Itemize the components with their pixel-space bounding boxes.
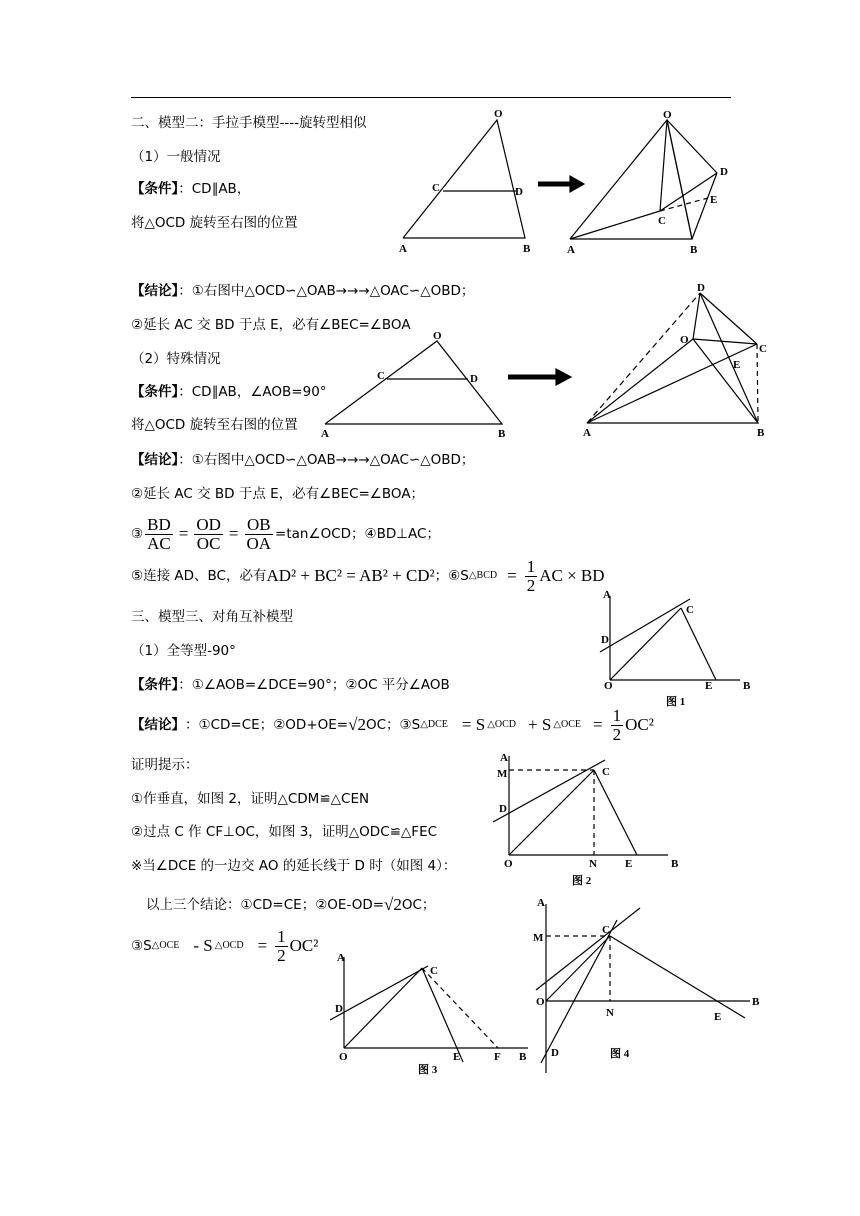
conclusion-label: 【结论】: [131, 452, 179, 468]
case1-conclusion2: ②延长 AC 交 BD 于点 E，必有∠BEC=∠BOA: [131, 317, 411, 333]
denominator: OC: [196, 533, 221, 553]
label-o: O: [504, 858, 513, 870]
label-c: C: [602, 924, 610, 936]
numerator: OD: [196, 514, 221, 534]
label-o: O: [604, 680, 613, 692]
minus-s: - S: [193, 936, 213, 955]
condition-text: ：CD∥AB，∠AOB=90°: [178, 384, 327, 400]
label-b: B: [743, 680, 751, 692]
condition-text: ：①∠AOB=∠DCE=90°；②OC 平分∠AOB: [178, 677, 450, 693]
conclusion-text: ：①右图中△OCD∽△OAB→→→△OAC∽△OBD；: [178, 283, 475, 299]
sub-ocd: △OCD: [214, 940, 244, 951]
item-marker: ③: [131, 526, 144, 542]
section3-case1-title: （1）全等型-90°: [131, 643, 236, 659]
label-o: O: [339, 1051, 348, 1063]
sqrt-two: √2: [384, 895, 402, 914]
figure-3: [330, 952, 528, 1076]
eq6-tail: AC × BD: [539, 566, 605, 585]
label-e: E: [625, 858, 633, 870]
label-c: C: [759, 343, 767, 355]
label-a: A: [567, 244, 575, 256]
label-d: D: [720, 166, 728, 178]
label-a: A: [500, 752, 508, 764]
oc-squared: OC²: [289, 936, 319, 955]
conclusion-label: 【结论】: [131, 717, 185, 733]
fig-case2-rotated: [583, 282, 767, 439]
sub-dce: △DCE: [420, 719, 448, 730]
label-c: C: [377, 370, 385, 382]
condition-label: 【条件】: [131, 384, 179, 400]
conclusion-a: ：①CD=CE；②OD+OE=: [185, 717, 349, 733]
numerator: 1: [526, 556, 536, 576]
sub-oce: △OCE: [553, 719, 581, 730]
label-c: C: [432, 182, 440, 194]
proof-title: 证明提示：: [131, 757, 199, 773]
label-c: C: [658, 215, 666, 227]
conclusion-label: 【结论】: [131, 283, 179, 299]
equals-s: = S: [461, 715, 486, 734]
figure-2: [493, 752, 679, 887]
label-e: E: [705, 680, 713, 692]
label-o: O: [494, 108, 503, 120]
label-f: F: [494, 1051, 501, 1063]
label-b: B: [757, 427, 765, 439]
numerator: BD: [147, 514, 171, 534]
condition-text: ：CD∥AB，: [178, 181, 251, 197]
plus-s: + S: [528, 715, 552, 734]
caption-fig1: 图 1: [666, 696, 686, 708]
label-o: O: [536, 996, 545, 1008]
label-o: O: [433, 330, 442, 342]
case1-title: （1）一般情况: [131, 149, 221, 165]
label-d: D: [515, 186, 523, 198]
label-d: D: [697, 282, 705, 294]
caption-fig4: 图 4: [610, 1048, 630, 1060]
label-c: C: [430, 965, 438, 977]
eq6-sub: △BCD: [468, 570, 498, 581]
label-n: N: [589, 858, 597, 870]
label-m: M: [533, 932, 544, 944]
denominator: 2: [612, 724, 622, 744]
fig-case2-original: [321, 330, 506, 440]
eq5-prefix: ⑤连接 AD、BC，必有: [131, 568, 267, 584]
case2-title: （2）特殊情况: [131, 351, 221, 367]
denominator: OA: [246, 533, 272, 553]
numerator: 1: [612, 705, 622, 725]
oc-squared: OC²: [625, 715, 654, 734]
eq5-formula: AD² + BC² = AB² + CD²: [266, 566, 435, 585]
denominator: AC: [147, 533, 171, 553]
label-e: E: [714, 1011, 722, 1023]
denominator: 2: [526, 575, 536, 595]
label-c: C: [686, 604, 694, 616]
label-a: A: [399, 243, 407, 255]
final-s: ③S: [131, 938, 152, 954]
label-o: O: [680, 334, 689, 346]
label-m: M: [497, 768, 508, 780]
arrow-right-icon: [508, 369, 571, 385]
proof-step1: ①作垂直，如图 2，证明△CDM≌△CEN: [131, 791, 370, 807]
label-o: O: [663, 109, 672, 121]
fig-case1-rotated: [567, 109, 728, 256]
label-d: D: [470, 373, 478, 385]
label-b: B: [498, 428, 506, 440]
figure-1: [600, 589, 751, 708]
figure-4: [533, 897, 760, 1073]
label-e: E: [733, 359, 741, 371]
label-b: B: [690, 244, 698, 256]
denominator: 2: [277, 945, 286, 965]
numerator: OB: [246, 514, 271, 534]
label-e: E: [453, 1051, 461, 1063]
proof4-b: OC；: [401, 897, 436, 913]
label-b: B: [752, 996, 760, 1008]
ratio-suffix: =tan∠OCD；④BD⊥AC；: [275, 526, 440, 542]
arrow-right-icon: [538, 176, 584, 192]
equals: =: [257, 936, 268, 955]
conclusion-text: ：①右图中△OCD∽△OAB→→→△OAC∽△OBD；: [178, 452, 475, 468]
condition-label: 【条件】: [131, 677, 179, 693]
label-d: D: [551, 1047, 559, 1059]
label-d: D: [499, 803, 507, 815]
label-n: N: [606, 1007, 614, 1019]
label-c: C: [602, 766, 610, 778]
caption-fig3: 图 3: [418, 1064, 438, 1076]
caption-fig2: 图 2: [572, 875, 592, 887]
case2-conclusion2: ②延长 AC 交 BD 于点 E，必有∠BEC=∠BOA；: [131, 486, 425, 502]
section3-heading: 三、模型三、对角互补模型: [131, 609, 293, 625]
numerator: 1: [277, 926, 286, 946]
label-a: A: [603, 589, 611, 601]
label-b: B: [519, 1051, 527, 1063]
case2-rotate: 将△OCD 旋转至右图的位置: [131, 417, 298, 433]
sqrt-two: √2: [348, 715, 366, 734]
label-a: A: [321, 428, 329, 440]
condition-label: 【条件】: [131, 181, 179, 197]
label-a: A: [537, 897, 545, 909]
label-a: A: [337, 952, 345, 964]
label-b: B: [671, 858, 679, 870]
proof-note: ※当∠DCE 的一边交 AO 的延长线于 D 时（如图 4）：: [131, 858, 457, 874]
label-a: A: [583, 427, 591, 439]
label-e: E: [710, 194, 718, 206]
case1-rotate: 将△OCD 旋转至右图的位置: [131, 215, 298, 231]
sub-oce: △OCE: [151, 940, 180, 951]
conclusion-b: OC；③S: [365, 717, 421, 733]
eq6-prefix: ；⑥S: [434, 568, 469, 584]
equals: =: [593, 715, 603, 734]
sub-ocd: △OCD: [487, 719, 516, 730]
proof-step2: ②过点 C 作 CF⊥OC，如图 3，证明△ODC≌△FEC: [131, 824, 438, 840]
fig-case1-original: [399, 108, 531, 255]
section2-heading: 二、模型二：手拉手模型----旋转型相似: [131, 115, 367, 131]
label-b: B: [523, 243, 531, 255]
equation-ratio: ③ $\frac{BD}{AC}$ = $\frac{OD}{OC}$ = $\frac{OB}{OA}$ =tan∠OCD；④BD⊥AC；: [131, 514, 440, 553]
proof4-a: 以上三个结论：①CD=CE；②OE-OD=: [146, 897, 385, 913]
eq6-eq: =: [507, 566, 517, 585]
label-d: D: [601, 634, 609, 646]
label-d: D: [335, 1003, 343, 1015]
